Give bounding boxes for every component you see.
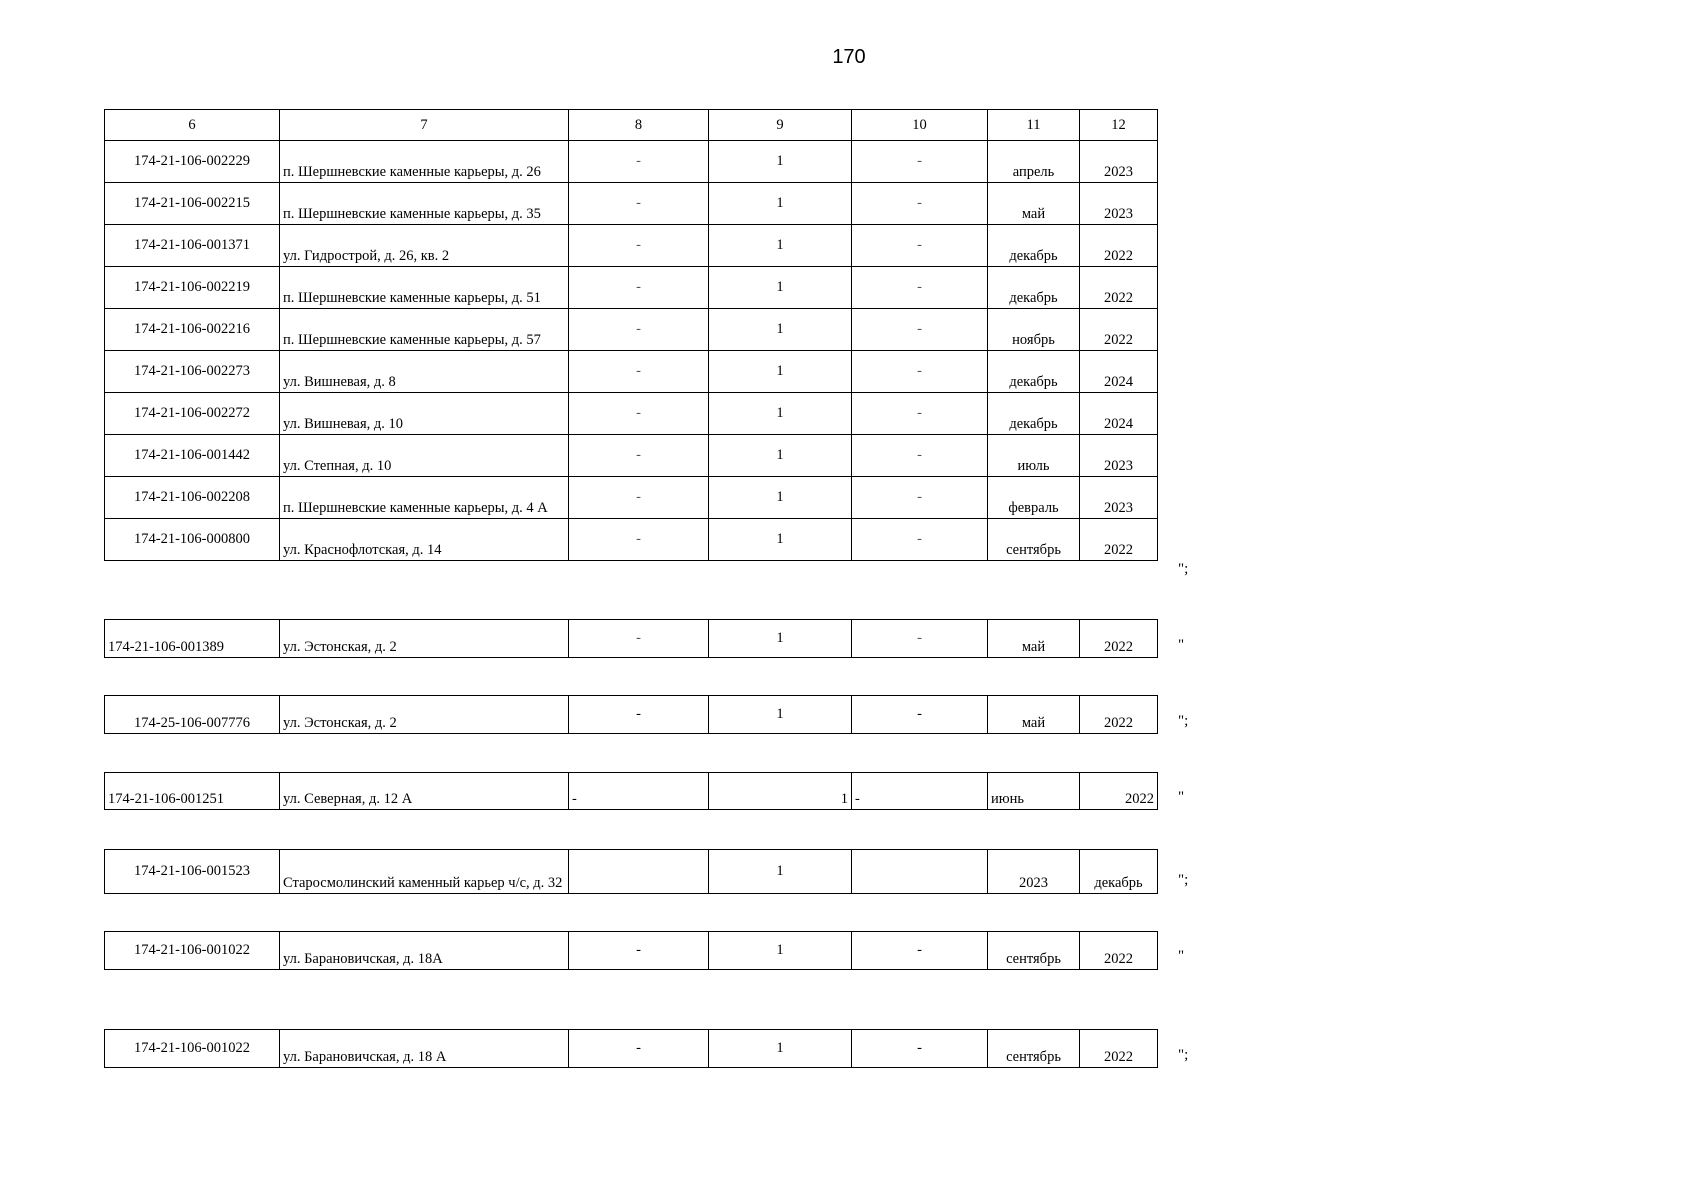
col10-cell: - [852,477,988,519]
address-cell: ул. Эстонская, д. 2 [280,696,569,734]
year-cell: 2022 [1080,620,1158,658]
year-cell: 2023 [1080,141,1158,183]
col9-cell: 1 [709,519,852,561]
col9-cell: 1 [709,696,852,734]
month-cell: май [988,696,1080,734]
month-cell: ноябрь [988,309,1080,351]
col9-cell: 1 [709,1030,852,1068]
col8-cell [569,850,709,894]
quote-mark: "; [1178,713,1189,729]
col8-cell: - [569,309,709,351]
code-cell: 174-21-106-001022 [105,1030,280,1068]
col8-cell: - [569,183,709,225]
code-cell: 174-21-106-001371 [105,225,280,267]
code-cell: 174-25-106-007776 [105,696,280,734]
address-cell: п. Шершневские каменные карьеры, д. 26 [280,141,569,183]
table-row [105,393,1158,435]
col8-cell: - [569,225,709,267]
quote-mark: "; [1178,872,1189,888]
quote-mark: " [1178,789,1185,805]
page-number: 170 [832,46,866,68]
quote-mark: "; [1178,561,1189,577]
code-cell: 174-21-106-002273 [105,351,280,393]
amendment-table [104,849,1158,894]
col9-cell: 1 [709,309,852,351]
year-cell: 2024 [1080,393,1158,435]
col10-cell: - [852,225,988,267]
col9-cell: 1 [709,477,852,519]
address-cell: п. Шершневские каменные карьеры, д. 35 [280,183,569,225]
address-cell: ул. Северная, д. 12 А [280,773,569,810]
year-cell: 2022 [1080,932,1158,970]
quote-mark: " [1178,948,1185,964]
col9-cell: 1 [709,141,852,183]
table-row [105,435,1158,477]
month-cell: май [988,183,1080,225]
table-row [105,620,1158,658]
code-cell: 174-21-106-002208 [105,477,280,519]
month-cell: сентябрь [988,932,1080,970]
col9-cell: 1 [709,932,852,970]
year-cell: 2022 [1080,267,1158,309]
col9-cell: 1 [709,773,852,810]
address-cell: ул. Барановичская, д. 18 А [280,1030,569,1068]
col10-cell: - [852,351,988,393]
table-row [105,1030,1158,1068]
col10-cell: - [852,1030,988,1068]
amendment-table [104,1029,1158,1068]
month-cell: декабрь [988,225,1080,267]
code-cell: 174-21-106-000800 [105,519,280,561]
month-cell: декабрь [988,351,1080,393]
address-cell: ул. Краснофлотская, д. 14 [280,519,569,561]
table-row [105,773,1158,810]
table-row [105,351,1158,393]
year-cell: 2022 [1080,309,1158,351]
col8-cell: - [569,519,709,561]
month-cell: май [988,620,1080,658]
code-cell: 174-21-106-002215 [105,183,280,225]
code-cell: 174-21-106-002216 [105,309,280,351]
col9-cell: 1 [709,225,852,267]
col8-cell: - [569,141,709,183]
col10-cell: - [852,141,988,183]
col10-cell: - [852,773,988,810]
col8-cell: - [569,351,709,393]
col8-cell: - [569,696,709,734]
quote-mark: " [1178,637,1185,653]
year-cell: 2023 [1080,477,1158,519]
table-row [105,183,1158,225]
month-cell: декабрь [988,267,1080,309]
col8-cell: - [569,620,709,658]
table-row [105,267,1158,309]
header-cell: 7 [280,110,569,141]
month-cell: декабрь [988,393,1080,435]
year-cell: 2023 [1080,435,1158,477]
year-cell: 2022 [1080,1030,1158,1068]
address-cell: Старосмолинский каменный карьер ч/с, д. 32 [280,850,569,894]
year-cell: 2024 [1080,351,1158,393]
year-cell: 2023 [988,850,1080,894]
year-cell: 2022 [1080,225,1158,267]
code-cell: 174-21-106-001442 [105,435,280,477]
col8-cell: - [569,773,709,810]
table-row [105,696,1158,734]
header-cell: 10 [852,110,988,141]
month-cell: июнь [988,773,1080,810]
table-row [105,225,1158,267]
amendment-table [104,619,1158,658]
table-row [105,850,1158,894]
amendment-table [104,931,1158,970]
col10-cell: - [852,620,988,658]
col9-cell: 1 [709,351,852,393]
header-cell: 11 [988,110,1080,141]
header-row [105,110,1158,141]
col10-cell: - [852,267,988,309]
header-cell: 8 [569,110,709,141]
month-cell: июль [988,435,1080,477]
address-cell: ул. Вишневая, д. 10 [280,393,569,435]
col8-cell: - [569,1030,709,1068]
code-cell: 174-21-106-002272 [105,393,280,435]
code-cell: 174-21-106-001022 [105,932,280,970]
year-cell: 2022 [1080,773,1158,810]
code-cell: 174-21-106-001523 [105,850,280,894]
amendment-table [104,695,1158,734]
address-cell: ул. Вишневая, д. 8 [280,351,569,393]
col10-cell: - [852,435,988,477]
table-row [105,519,1158,561]
col9-cell: 1 [709,620,852,658]
address-cell: ул. Барановичская, д. 18А [280,932,569,970]
quote-mark: "; [1178,1047,1189,1063]
header-cell: 6 [105,110,280,141]
col10-cell: - [852,932,988,970]
month-cell: сентябрь [988,519,1080,561]
address-cell: п. Шершневские каменные карьеры, д. 51 [280,267,569,309]
col8-cell: - [569,435,709,477]
month-cell: февраль [988,477,1080,519]
col8-cell: - [569,267,709,309]
address-cell: ул. Эстонская, д. 2 [280,620,569,658]
col10-cell: - [852,393,988,435]
col9-cell: 1 [709,435,852,477]
table-row [105,309,1158,351]
col10-cell: - [852,519,988,561]
year-cell: 2022 [1080,519,1158,561]
amendment-table [104,772,1158,810]
address-cell: п. Шершневские каменные карьеры, д. 57 [280,309,569,351]
code-cell: 174-21-106-001389 [105,620,280,658]
code-cell: 174-21-106-002229 [105,141,280,183]
month-cell: сентябрь [988,1030,1080,1068]
col10-cell: - [852,183,988,225]
col8-cell: - [569,477,709,519]
col9-cell: 1 [709,850,852,894]
col9-cell: 1 [709,267,852,309]
header-cell: 12 [1080,110,1158,141]
code-cell: 174-21-106-001251 [105,773,280,810]
col10-cell: - [852,309,988,351]
col10-cell [852,850,988,894]
table-row [105,141,1158,183]
col9-cell: 1 [709,183,852,225]
col9-cell: 1 [709,393,852,435]
year-cell: 2022 [1080,696,1158,734]
main-table [104,109,1158,561]
address-cell: ул. Гидрострой, д. 26, кв. 2 [280,225,569,267]
table-row [105,932,1158,970]
col10-cell: - [852,696,988,734]
address-cell: ул. Степная, д. 10 [280,435,569,477]
address-cell: п. Шершневские каменные карьеры, д. 4 А [280,477,569,519]
month-cell: декабрь [1080,850,1158,894]
table-row [105,477,1158,519]
month-cell: апрель [988,141,1080,183]
col8-cell: - [569,393,709,435]
header-cell: 9 [709,110,852,141]
col8-cell: - [569,932,709,970]
year-cell: 2023 [1080,183,1158,225]
code-cell: 174-21-106-002219 [105,267,280,309]
